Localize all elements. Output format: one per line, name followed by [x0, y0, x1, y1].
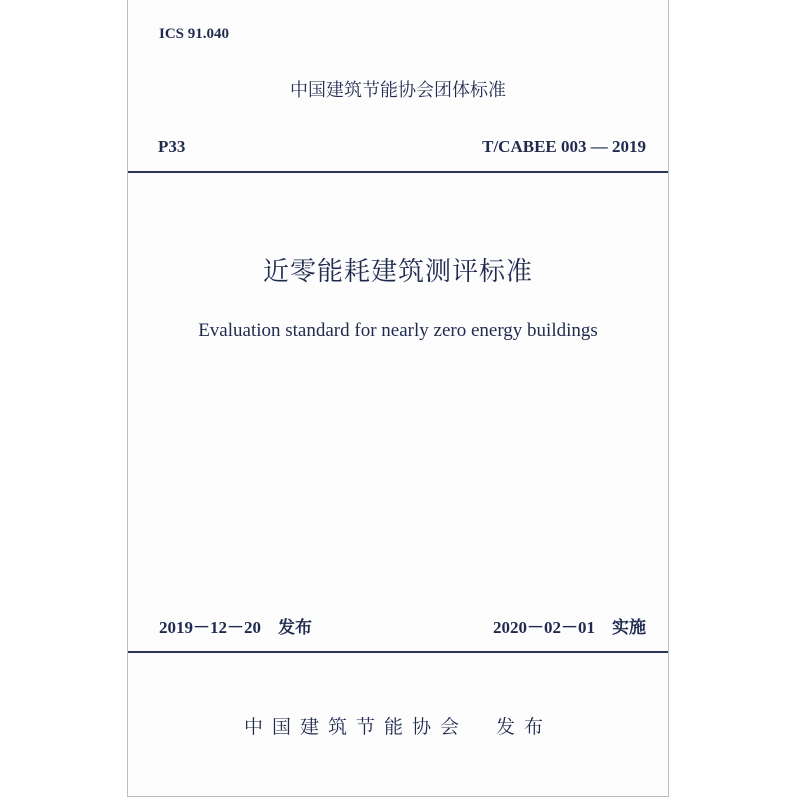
ics-code: ICS 91.040 — [159, 26, 230, 42]
top-divider — [128, 171, 668, 173]
standard-category: 中国建筑节能协会团体标准 — [290, 80, 506, 101]
standard-cover-page — [127, 0, 669, 797]
publisher: 中国建筑节能协会 发布 — [243, 716, 552, 738]
classification-code: P33 — [158, 137, 186, 156]
chinese-title: 近零能耗建筑测评标准 — [262, 257, 533, 287]
bottom-divider — [128, 651, 668, 653]
issue-date: 2019－12－20 发布 — [159, 618, 312, 637]
implementation-date: 2020－02－01 实施 — [493, 618, 646, 637]
standard-number: T/CABEE 003 — 2019 — [482, 137, 646, 156]
english-title: Evaluation standard for nearly zero energy buildings — [198, 320, 598, 341]
